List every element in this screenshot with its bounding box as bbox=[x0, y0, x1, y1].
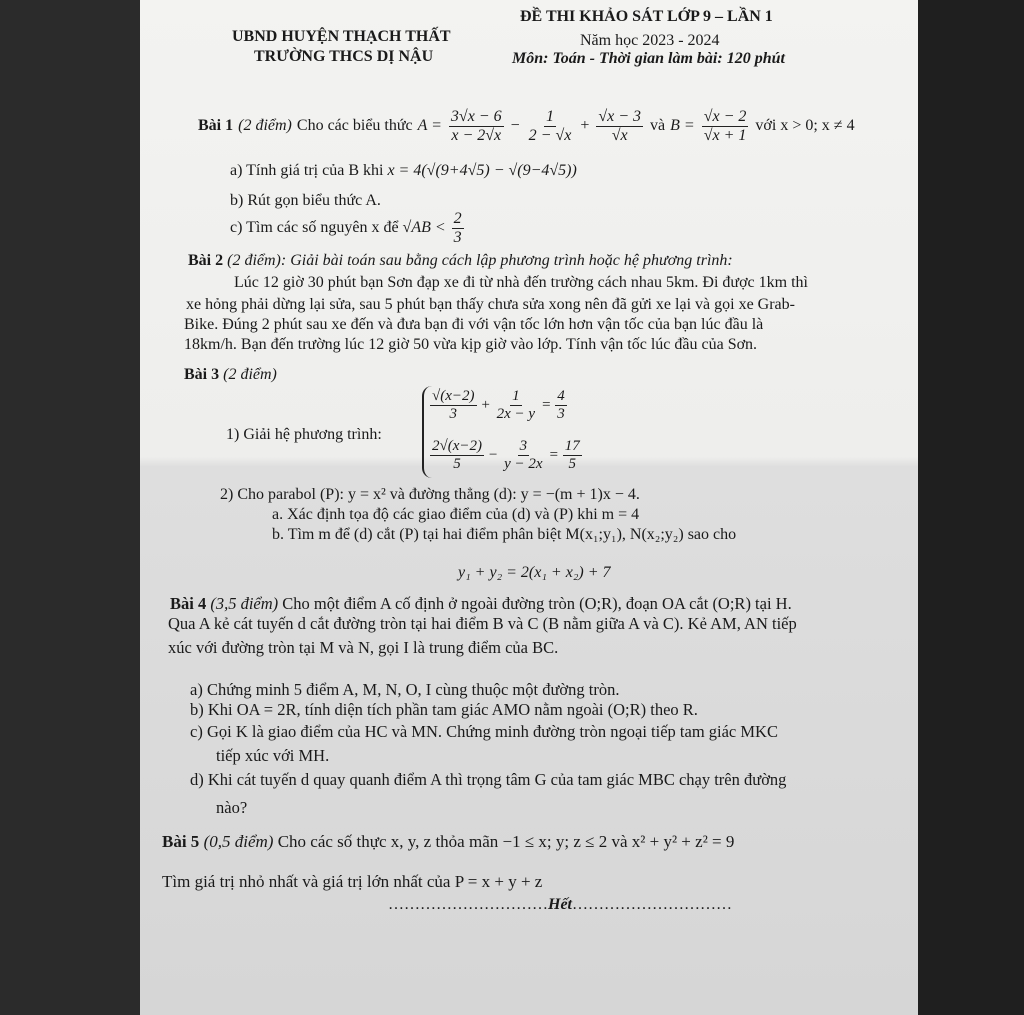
bai5-line-2: Tìm giá trị nhỏ nhất và giá trị lớn nhất của P = x + y + z bbox=[162, 872, 543, 891]
bai4-line-1: Bài 4 (3,5 điểm) Cho một điểm A cố định ở ngoài đường tròn (O;R), đoạn OA cắt (O;R) tại H. bbox=[170, 594, 792, 613]
bai2-line-3: Bike. Đúng 2 phút sau xe đến và đưa bạn đi với vận tốc lớn hơn vận tốc của bạn lúc đầu là bbox=[184, 316, 764, 333]
bai2-line-4: 18km/h. Bạn đến trường lúc 12 giờ 50 vừa kịp giờ vào lớp. Tính vận tốc lúc đầu của Sơn. bbox=[184, 336, 758, 353]
system-equation-2: $\frac{2√(x-2)}{5}$ − $\frac{3}{y - 2x}$ = $\frac{17}{5}$ bbox=[432, 438, 580, 472]
bai3-title: Bài 3 (2 điểm) bbox=[184, 366, 277, 383]
bai3-part-1-label: 1) Giải hệ phương trình: bbox=[226, 426, 382, 443]
bai5-line-1: Bài 5 (0,5 điểm) Cho các số thực x, y, z thỏa mãn −1 ≤ x; y; z ≤ 2 và x² + y² + z² = 9 bbox=[162, 832, 735, 851]
exam-paper bbox=[140, 0, 918, 1015]
end-marker: …………………………Hết………………………… bbox=[388, 896, 732, 913]
expr-B-fraction: $\frac{√x - 2}{√x + 1}$ bbox=[703, 108, 747, 144]
bai3-part-2: 2) Cho parabol (P): y = x² và đường thẳng (d): y = −(m + 1)x − 4. bbox=[220, 486, 640, 503]
bai4-line-3: xúc với đường tròn tại M và N, gọi I là trung điểm của BC. bbox=[168, 638, 559, 657]
header-district: UBND HUYỆN THẠCH THẤT bbox=[232, 28, 451, 45]
header-school-year: Năm học 2023 - 2024 bbox=[580, 32, 720, 49]
system-equation-1: $\frac{√(x-2)}{3}$ + $\frac{1}{2x - y}$ = $\frac{4}{3}$ bbox=[432, 388, 565, 422]
bai4-line-2: Qua A kẻ cát tuyến d cắt đường tròn tại hai điểm B và C (B nằm giữa A và C). Kẻ AM, AN tiếp bbox=[168, 614, 797, 633]
bai4-part-d-2: nào? bbox=[216, 798, 248, 817]
background-left bbox=[0, 0, 140, 1015]
bai2-line-1: Lúc 12 giờ 30 phút bạn Sơn đạp xe đi từ nhà đến trường cách nhau 5km. Đi được 1km thì bbox=[234, 274, 808, 291]
header-exam-title: ĐỀ THI KHẢO SÁT LỚP 9 – LẦN 1 bbox=[520, 8, 773, 25]
expr-A-fraction-1: $\frac{3√x - 6}{x - 2√x}$ bbox=[450, 108, 502, 144]
header-subject: Môn: Toán - Thời gian làm bài: 120 phút bbox=[512, 50, 785, 67]
bai1-statement: Bài 1 (2 điểm) Cho các biểu thức A = $\frac{3√x - 6}{x - 2√x}$ − $\frac{1}{2 - √x}$ + $\frac{√x - 3}{√x}$ và B = $\frac{√x - 2}{√x + 1}$ với x > 0; x ≠ 4 bbox=[198, 108, 855, 144]
expr-A-lhs: A = bbox=[417, 117, 442, 135]
bai1-and: và bbox=[650, 117, 666, 135]
expr-B-lhs: B = bbox=[670, 117, 695, 135]
bai1-part-b: b) Rút gọn biểu thức A. bbox=[230, 192, 381, 209]
bai1-part-c: c) Tìm các số nguyên x để √AB < $\frac{2}{3}$ bbox=[230, 210, 462, 246]
bai4-part-d-1: d) Khi cát tuyến d quay quanh điểm A thì trọng tâm G của tam giác MBC chạy trên đường bbox=[190, 770, 787, 789]
header-school: TRƯỜNG THCS DỊ NẬU bbox=[254, 48, 434, 65]
bai1-condition: với x > 0; x ≠ 4 bbox=[755, 117, 855, 135]
bai2-line-2: xe hỏng phải dừng lại sửa, sau 5 phút bạn thấy chưa sửa xong nên đã gửi xe lại và gọi xe Grab- bbox=[186, 296, 795, 313]
bai2-title: Bài 2 (2 điểm): Giải bài toán sau bằng cách lập phương trình hoặc hệ phương trình: bbox=[188, 252, 733, 269]
bai4-part-c-1: c) Gọi K là giao điểm của HC và MN. Chứng minh đường tròn ngoại tiếp tam giác MKC bbox=[190, 722, 778, 741]
bai1-part-a: a) Tính giá trị của B khi x = 4(√(9+4√5) − √(9−4√5)) bbox=[230, 162, 577, 179]
expr-A-fraction-3: $\frac{√x - 3}{√x}$ bbox=[598, 108, 642, 144]
bai4-part-c-2: tiếp xúc với MH. bbox=[216, 746, 330, 765]
bai3-part-2b: b. Tìm m để (d) cắt (P) tại hai điểm phân biệt M(x₁;y₁), N(x₂;y₂) sao cho bbox=[272, 526, 737, 543]
bai1-intro: Cho các biểu thức bbox=[296, 117, 413, 135]
bai3-condition: y₁ + y₂ = 2(x₁ + x₂) + 7 bbox=[458, 564, 611, 581]
expr-A-fraction-2: $\frac{1}{2 - √x}$ bbox=[528, 108, 572, 144]
bai1-c-fraction: $\frac{2}{3}$ bbox=[453, 210, 462, 246]
bai4-part-a: a) Chứng minh 5 điểm A, M, N, O, I cùng thuộc một đường tròn. bbox=[190, 680, 620, 699]
bai4-part-b: b) Khi OA = 2R, tính diện tích phần tam giác AMO nằm ngoài (O;R) theo R. bbox=[190, 700, 698, 719]
background-right bbox=[918, 0, 1024, 1015]
bai3-part-2a: a. Xác định tọa độ các giao điểm của (d) và (P) khi m = 4 bbox=[272, 506, 640, 523]
bai1-label: Bài 1 bbox=[198, 117, 234, 135]
bai1-points: (2 điểm) bbox=[238, 117, 292, 135]
